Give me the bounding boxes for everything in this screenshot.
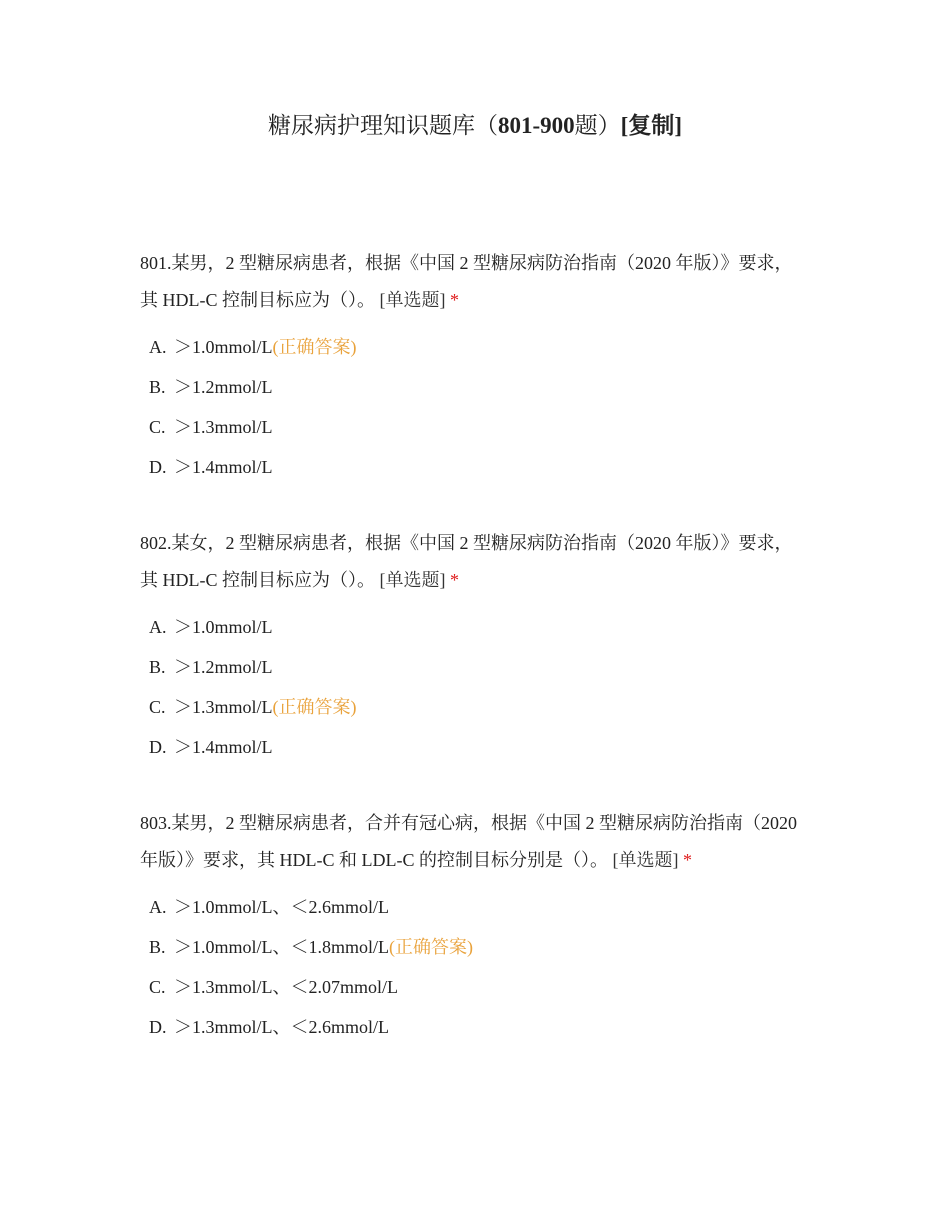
option-text: ＞1.0mmol/L、＜1.8mmol/L: [174, 937, 389, 957]
title-prefix: 糖尿病护理知识题库（: [268, 113, 498, 138]
required-mark: *: [450, 290, 459, 310]
option-b[interactable]: [140, 927, 800, 967]
question-type: [单选题]: [612, 850, 679, 870]
question-stem: [140, 525, 800, 599]
correct-answer-label: (正确答案): [272, 697, 357, 717]
option-b[interactable]: [140, 647, 800, 687]
title-middle: 题）: [574, 113, 621, 138]
option-list: [140, 887, 800, 1047]
correct-answer-label: (正确答案): [389, 937, 473, 957]
option-text: ＞1.3mmol/L、＜2.07mmol/L: [174, 977, 398, 997]
option-d[interactable]: [140, 727, 800, 767]
required-mark: *: [450, 570, 459, 590]
question-text: 803.某男，2 型糖尿病患者，合并有冠心病，根据《中国 2 型糖尿病防治指南（2020 年版）》要求，其 HDL-C 和 LDL-C 的控制目标分别是（）。: [140, 813, 797, 870]
option-a[interactable]: [140, 327, 800, 367]
option-text: ＞1.4mmol/L: [174, 737, 273, 757]
option-letter: D.: [149, 457, 167, 477]
question-801: [140, 245, 800, 487]
question-text: 802.某女，2 型糖尿病患者，根据《中国 2 型糖尿病防治指南（2020 年版）》要求，其 HDL-C 控制目标应为（）。: [140, 533, 793, 590]
option-a[interactable]: [140, 887, 800, 927]
option-letter: C.: [149, 697, 166, 717]
option-letter: A.: [149, 337, 167, 357]
option-c[interactable]: [140, 687, 800, 727]
option-c[interactable]: [140, 407, 800, 447]
option-letter: A.: [149, 617, 167, 637]
option-b[interactable]: [140, 367, 800, 407]
question-stem: [140, 805, 800, 879]
option-a[interactable]: [140, 607, 800, 647]
title-range: 801-900: [498, 113, 575, 138]
option-list: [140, 607, 800, 767]
question-802: [140, 525, 800, 767]
title-suffix: [复制]: [620, 113, 682, 138]
question-type: [单选题]: [379, 570, 446, 590]
option-list: [140, 327, 800, 487]
document-title: [0, 108, 950, 144]
question-stem: [140, 245, 800, 319]
option-text: ＞1.4mmol/L: [174, 457, 273, 477]
option-text: ＞1.0mmol/L、＜2.6mmol/L: [174, 897, 389, 917]
correct-answer-label: (正确答案): [272, 337, 357, 357]
option-letter: B.: [149, 937, 166, 957]
option-letter: C.: [149, 417, 166, 437]
option-letter: D.: [149, 737, 167, 757]
option-text: ＞1.0mmol/L: [174, 617, 273, 637]
option-d[interactable]: [140, 1007, 800, 1047]
option-letter: B.: [149, 657, 166, 677]
option-text: ＞1.3mmol/L、＜2.6mmol/L: [174, 1017, 389, 1037]
option-text: ＞1.0mmol/L: [174, 337, 273, 357]
option-text: ＞1.2mmol/L: [174, 377, 273, 397]
question-803: [140, 805, 800, 1047]
option-text: ＞1.2mmol/L: [174, 657, 273, 677]
required-mark: *: [682, 850, 692, 870]
question-type: [单选题]: [379, 290, 446, 310]
option-text: ＞1.3mmol/L: [174, 417, 273, 437]
option-letter: C.: [149, 977, 166, 997]
option-text: ＞1.3mmol/L: [174, 697, 273, 717]
option-letter: D.: [149, 1017, 167, 1037]
option-d[interactable]: [140, 447, 800, 487]
option-letter: B.: [149, 377, 166, 397]
question-text: 801.某男，2 型糖尿病患者，根据《中国 2 型糖尿病防治指南（2020 年版）》要求，其 HDL-C 控制目标应为（）。: [140, 253, 793, 310]
option-c[interactable]: [140, 967, 800, 1007]
option-letter: A.: [149, 897, 167, 917]
